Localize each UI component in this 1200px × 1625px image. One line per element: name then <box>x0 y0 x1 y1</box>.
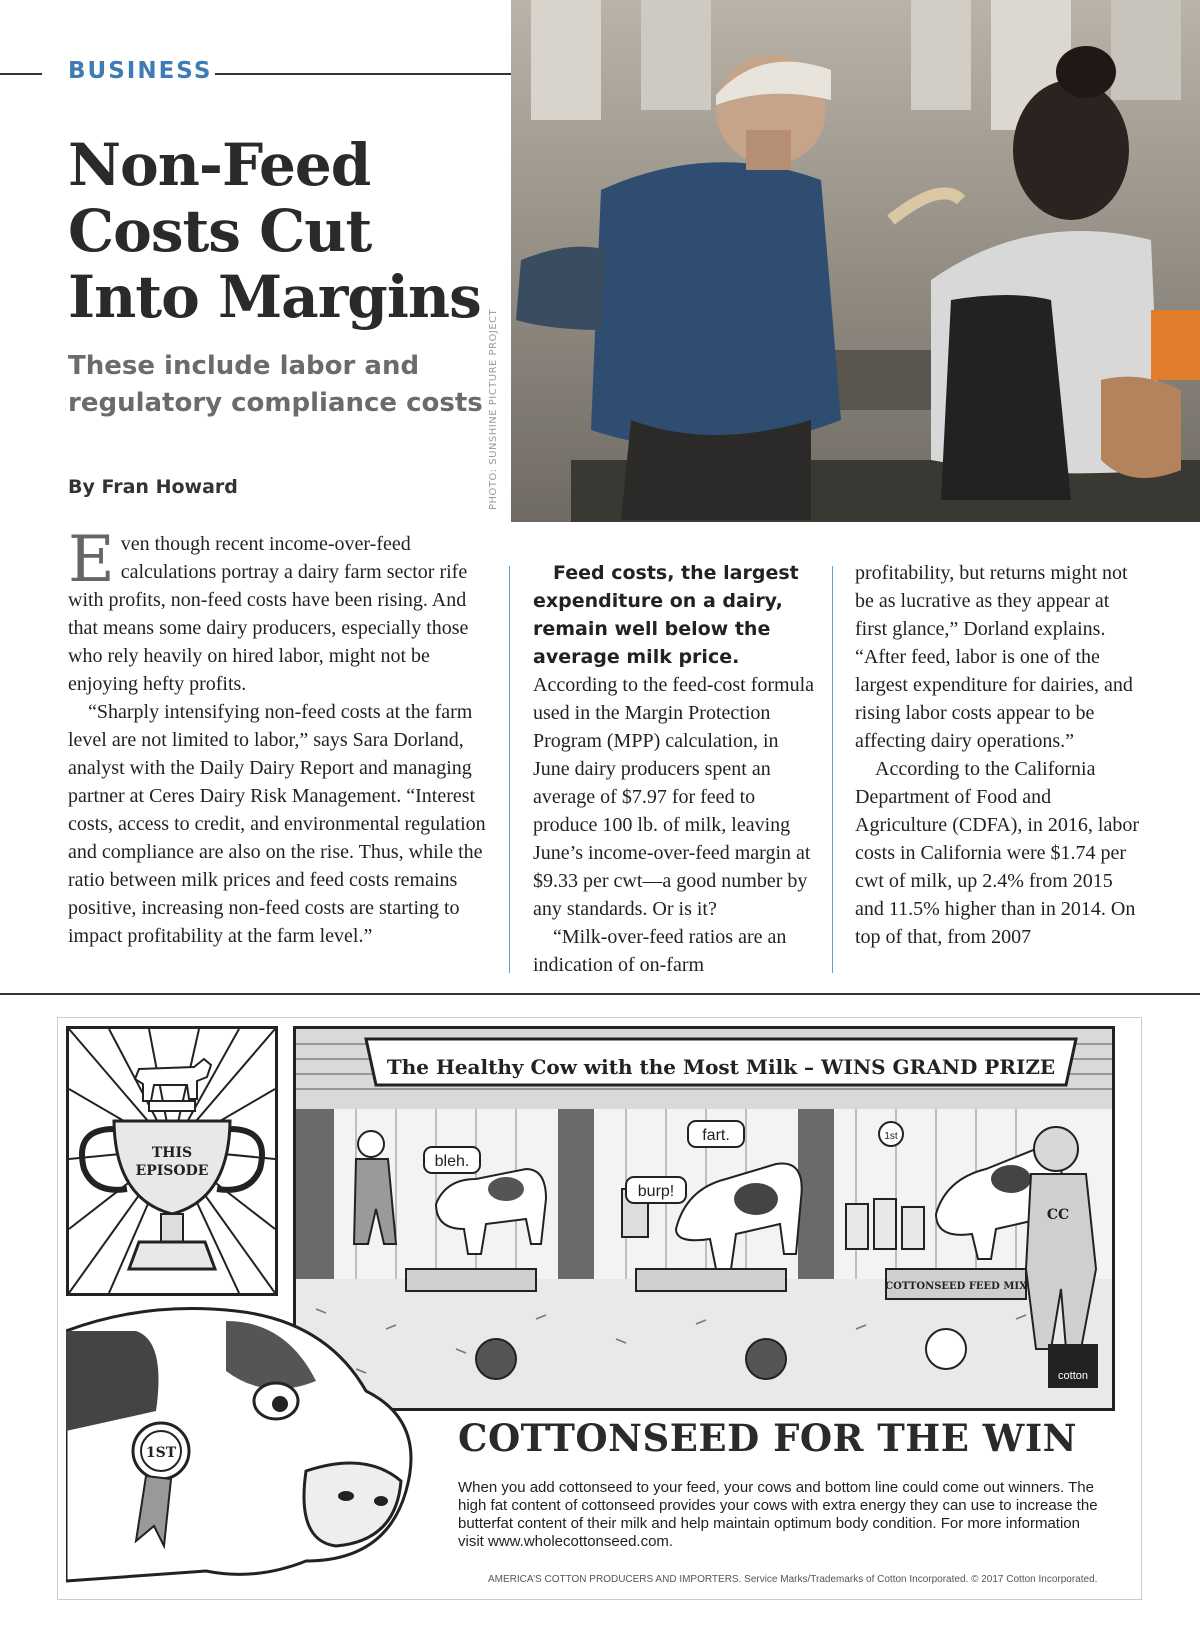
cottonseed-advertisement <box>57 1017 1142 1600</box>
trophy-illustration <box>69 1029 275 1293</box>
trophy-panel <box>66 1026 278 1296</box>
paragraph: profitability, but returns might not be as lucrative as they appear at first glance,” Dorland explains. “After feed, labor is one of the largest expenditure for dairies, and rising labor costs appear to be affecting dairy operations.” <box>855 562 1133 752</box>
ribbon-1st-large: 1ST <box>145 1445 177 1461</box>
speech-bubble-bleh: bleh. <box>434 1153 470 1170</box>
trough-label: COTTONSEED FEED MIX <box>885 1281 1027 1292</box>
article-column-1 <box>68 523 486 950</box>
photo-credit-text: PHOTO: SUNSHINE PICTURE PROJECT <box>488 308 499 510</box>
article-bottom-rule <box>0 993 1200 995</box>
paragraph: “Sharply intensifying non-feed costs at the farm level are not limited to labor,” says Sara Dorland, analyst with the Daily Dairy Report and managing partner at Ceres Dairy Risk Management. “Interest costs, access to credit, and environmental regulation and compliance are also on the rise. Thus, while the ratio between milk prices and feed costs remains positive, increasing non-feed costs are starting to impact profitability at the farm level.” <box>68 701 486 947</box>
section-rule-right <box>215 73 511 75</box>
headline <box>68 132 498 330</box>
hero-chest-logo: CC <box>1046 1207 1070 1223</box>
speech-bubble-fart: fart. <box>702 1127 730 1144</box>
paragraph: “Milk-over-feed ratios are an indication of on-farm <box>533 926 787 976</box>
article-column-3 <box>855 559 1145 951</box>
byline: By Fran Howard <box>68 476 238 498</box>
subhead: These include labor and regulatory compliance costs <box>68 351 483 418</box>
milking-parlor-illustration <box>511 0 1200 522</box>
ad-headline: COTTONSEED FOR THE WIN <box>458 1416 1077 1460</box>
headline-line: Into Margins <box>68 263 481 331</box>
cotton-logo: cotton <box>1058 1370 1088 1382</box>
photo-credit <box>488 308 508 520</box>
trophy-label: THIS <box>151 1145 193 1161</box>
ad-body: When you add cottonseed to your feed, your cows and bottom line could come out winners. The high fat content of cottonseed provides your cows with extra energy they can use to increase the butterfat content of their milk and help maintain optimum body condition. For more information visit www.wholecottonseed.com. <box>458 1479 1098 1550</box>
article-photo <box>511 0 1200 522</box>
ribbon-1st: 1st <box>884 1131 898 1142</box>
paragraph: According to the California Department of Food and Agriculture (CDFA), in 2016, labor costs in California were $1.74 per cwt of milk, up 2.4% from 2015 and 11.5% higher than in 2014. On top of that, from 2007 <box>855 758 1140 948</box>
speech-bubble-burp: burp! <box>637 1183 675 1200</box>
paragraph: According to the feed-cost formula used in the Margin Protection Program (MPP) calculation, in June dairy producers spent an average of $7.97 for feed to produce 100 lb. of milk, leaving June’s income-over-feed margin at $9.33 per cwt—a good number by any standards. Or is it? <box>533 674 815 920</box>
banner-text: The Healthy Cow with the Most Milk – WINS GRAND PRIZE <box>386 1055 1056 1079</box>
section-label: BUSINESS <box>68 58 213 84</box>
ad-footer: AMERICA’S COTTON PRODUCERS AND IMPORTERS. Service Marks/Trademarks of Cotton Incorporated. © 2017 Cotton Incorporated. <box>488 1574 1098 1585</box>
headline-line: Costs Cut <box>68 197 372 265</box>
lead-in-bold: Feed costs, the largest expenditure on a dairy, remain well below the average milk price. <box>533 562 799 668</box>
column-divider <box>832 566 833 973</box>
winning-cow-illustration <box>66 1301 426 1591</box>
trophy-label: EPISODE <box>135 1163 209 1179</box>
cow-panel <box>66 1301 426 1591</box>
paragraph: ven though recent income-over-feed calculations portray a dairy farm sector rife with profits, non-feed costs have been rising. And that means some dairy producers, especially those who rely heavily on hired labor, might not be enjoying hefty profits. <box>68 533 469 695</box>
column-divider <box>509 566 510 973</box>
headline-line: Non-Feed <box>68 131 371 199</box>
drop-cap: E <box>68 523 115 597</box>
article-column-2 <box>533 559 818 979</box>
section-rule-left <box>0 73 42 75</box>
